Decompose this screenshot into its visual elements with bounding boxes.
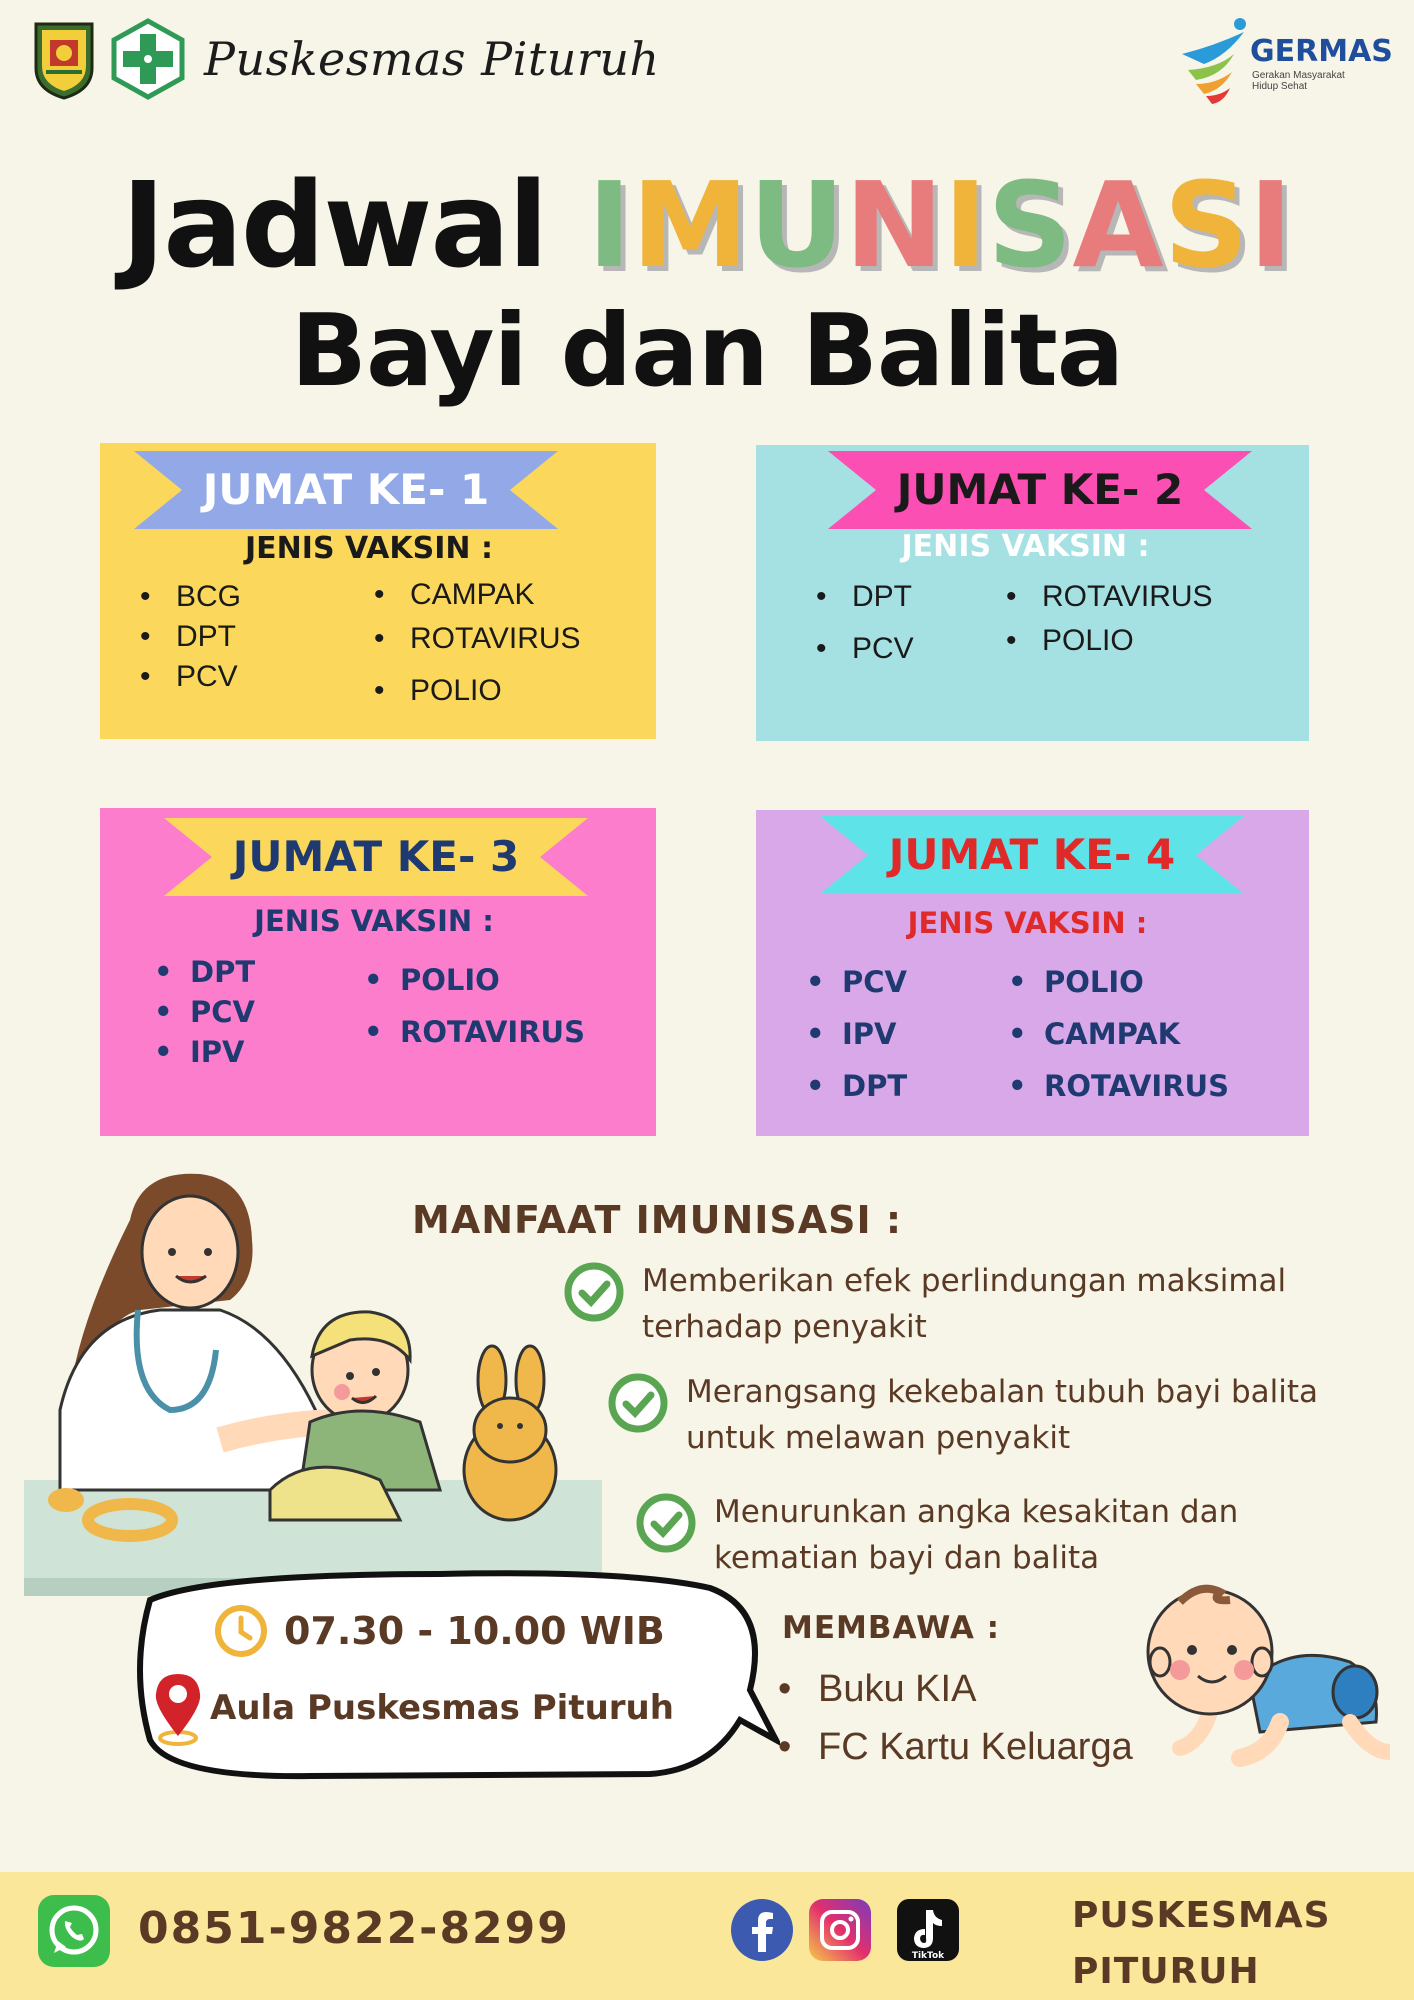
header-logos [32, 18, 660, 100]
benefit-text [714, 1489, 1238, 1581]
benefit-line: kematian bayi dan balita [714, 1540, 1100, 1576]
crawling-baby-illustration [1140, 1572, 1390, 1772]
vaccine-list-right [374, 575, 581, 711]
vaccine-item: • ROTAVIRUS [1006, 577, 1213, 617]
event-time [214, 1604, 665, 1658]
jenis-vaksin-label: JENIS VAKSIN : [901, 529, 1150, 564]
germas-logo [1174, 14, 1393, 106]
jenis-vaksin-label: JENIS VAKSIN : [907, 906, 1148, 940]
vaccine-item: • PCV [140, 657, 241, 697]
card-heading: JUMAT KE- 4 [888, 830, 1176, 879]
vaccine-list-left [140, 577, 241, 697]
title-letter: I [587, 156, 632, 294]
facebook-icon[interactable] [730, 1898, 794, 1962]
title-word-imunisasi [588, 156, 1293, 294]
card-heading: JUMAT KE- 1 [202, 465, 490, 514]
check-circle-icon [564, 1262, 624, 1322]
tiktok-icon[interactable] [896, 1898, 960, 1962]
event-location [150, 1670, 674, 1746]
phone-number[interactable]: 0851-9822-8299 [138, 1903, 570, 1954]
vaccine-list-right [1008, 962, 1229, 1106]
footer-organization [1072, 1888, 1331, 2000]
vaccine-item: • DPT [154, 952, 255, 992]
benefit-item-1 [564, 1258, 1286, 1350]
vaccine-item: • POLIO [364, 960, 585, 1000]
vaccine-list-right [1006, 577, 1213, 661]
clock-icon [214, 1604, 268, 1658]
vaccine-item: • CAMPAK [1008, 1014, 1229, 1054]
vaccine-item: • IPV [806, 1014, 907, 1054]
benefit-line: Menurunkan angka kesakitan dan [714, 1494, 1239, 1530]
benefit-text [642, 1258, 1286, 1350]
vaccine-item: • ROTAVIRUS [1008, 1066, 1229, 1106]
germas-figure-icon [1174, 14, 1254, 106]
title-letter: S [1163, 156, 1249, 294]
vaccine-item: • POLIO [1008, 962, 1229, 1002]
regency-emblem-icon [32, 18, 96, 100]
puskesmas-cross-icon [110, 18, 186, 100]
benefit-line: Memberikan efek perlindungan maksimal [642, 1263, 1287, 1299]
vaccine-item: • ROTAVIRUS [374, 619, 581, 659]
footer-name-line: PUSKESMAS [1072, 1895, 1331, 1936]
benefit-line: terhadap penyakit [642, 1309, 927, 1345]
germas-subtitle [1252, 70, 1345, 92]
benefit-text [686, 1369, 1318, 1461]
benefit-item-2 [608, 1369, 1318, 1461]
germas-line-2: Hidup Sehat [1252, 81, 1308, 92]
membawa-item: • FC Kartu Keluarga [778, 1718, 1133, 1776]
vaccine-list-left [154, 952, 255, 1072]
jenis-vaksin-label: JENIS VAKSIN : [254, 904, 494, 938]
vaccine-list-right [364, 960, 585, 1052]
vaccine-item: • PCV [816, 629, 914, 669]
title-letter: S [987, 156, 1073, 294]
title-letter: A [1072, 156, 1164, 294]
title-letter: N [844, 156, 944, 294]
vaccine-item: • DPT [806, 1066, 907, 1106]
membawa-title: MEMBAWA : [782, 1610, 1001, 1646]
vaccine-item: • BCG [140, 577, 241, 617]
check-circle-icon [608, 1373, 668, 1433]
vaccine-item: • CAMPAK [374, 575, 581, 615]
vaccine-item: • IPV [154, 1032, 255, 1072]
card-heading: JUMAT KE- 2 [896, 465, 1184, 514]
vaccine-list-left [806, 962, 907, 1106]
location-pin-icon [150, 1670, 206, 1746]
benefit-line: untuk melawan penyakit [686, 1420, 1071, 1456]
card-jumat-3 [100, 808, 656, 1136]
title-letter: I [1248, 156, 1293, 294]
title-letter: I [943, 156, 988, 294]
footer-name-line: PITURUH [1072, 1951, 1260, 1992]
card-heading: JUMAT KE- 3 [232, 832, 520, 881]
vaccine-item: • ROTAVIRUS [364, 1012, 585, 1052]
card-jumat-1 [100, 443, 656, 739]
check-circle-icon [636, 1493, 696, 1553]
manfaat-title: MANFAAT IMUNISASI : [412, 1198, 903, 1242]
jenis-vaksin-label: JENIS VAKSIN : [245, 531, 493, 566]
germas-line-1: Gerakan Masyarakat [1252, 70, 1345, 81]
vaccine-item: • POLIO [374, 671, 581, 711]
page-subtitle: Bayi dan Balita [290, 292, 1124, 409]
title-letter: M [631, 156, 749, 294]
membawa-list [778, 1660, 1133, 1776]
membawa-item: • Buku KIA [778, 1660, 1133, 1718]
whatsapp-icon[interactable] [36, 1893, 112, 1969]
card-jumat-2 [756, 445, 1309, 741]
event-time-text: 07.30 - 10.00 WIB [284, 1609, 665, 1653]
benefit-line: Merangsang kekebalan tubuh bayi balita [686, 1374, 1319, 1410]
germas-title: GERMAS [1250, 34, 1393, 69]
tiktok-label: TikTok [911, 1951, 945, 1961]
title-letter: U [748, 156, 845, 294]
event-location-text: Aula Puskesmas Pituruh [210, 1688, 674, 1728]
vaccine-item: • DPT [816, 577, 914, 617]
vaccine-item: • PCV [806, 962, 907, 1002]
vaccine-list-left [816, 577, 914, 669]
brand-name: Puskesmas Pituruh [204, 32, 660, 86]
vaccine-item: • DPT [140, 617, 241, 657]
title-word-jadwal: Jadwal [121, 156, 547, 294]
instagram-icon[interactable] [808, 1898, 872, 1962]
benefit-item-3 [636, 1489, 1238, 1581]
page-title [0, 156, 1414, 294]
vaccine-item: • POLIO [1006, 621, 1213, 661]
card-jumat-4 [756, 810, 1309, 1136]
vaccine-item: • PCV [154, 992, 255, 1032]
